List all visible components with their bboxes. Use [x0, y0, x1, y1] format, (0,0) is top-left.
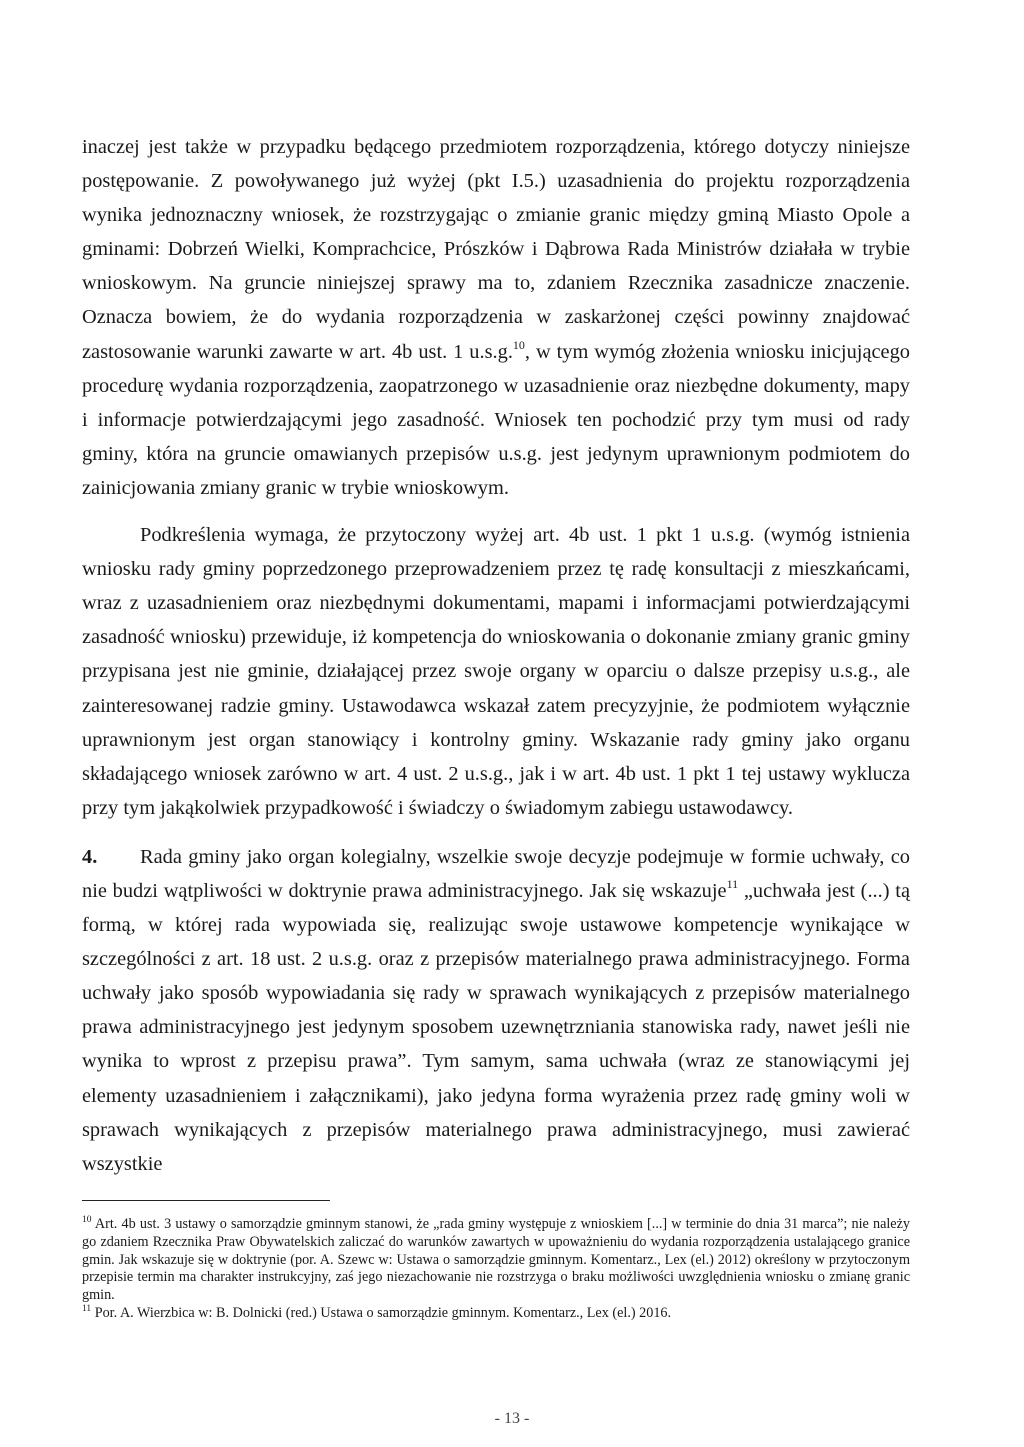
- paragraph-1-text-b: , w tym wymóg złożenia wniosku inicjującego procedurę wydania rozporządzenia, zaopatrzonego w uzasadnienie oraz niezbędne dokumenty, mapy i informacje potwierdzającymi jego zasadność. Wniosek ten pochodzić przy tym musi od rady gminy, która na gruncie omawianych przepisów u.s.g. jest jedynym uprawnionym podmiotem do zainicjowania zmiany granic w trybie wnioskowym.: [82, 340, 910, 499]
- paragraph-1-text-a: inaczej jest także w przypadku będącego przedmiotem rozporządzenia, którego dotyczy niniejsze postępowanie. Z powoływanego już wyżej (pkt I.5.) uzasadnienia do projektu rozporządzenia wynika jednoznaczny wniosek, że rozstrzygając o zmianie granic między gminą Miasto Opole a gminami: Dobrzeń Wielki, Komprachcice, Prószków i Dąbrowa Rada Ministrów działała w trybie wnioskowym. Na gruncie niniejszej sprawy ma to, zdaniem Rzecznika zasadnicze znaczenie. Oznacza bowiem, że do wydania rozporządzenia w zaskarżonej części powinny znajdować zastosowanie warunki zawarte w art. 4b ust. 1 u.s.g.: [82, 136, 910, 363]
- paragraph-3-text-a: Rada gminy jako organ kolegialny, wszelkie swoje decyzje podejmuje w formie uchwały, co nie budzi wątpliwości w doktrynie prawa administracyjnego. Jak się wskazuje: [82, 845, 910, 902]
- footnote-separator: [82, 1200, 330, 1201]
- footnote-number: 11: [82, 1303, 92, 1314]
- footnote-10: [82, 1216, 910, 1305]
- footnote-text: Art. 4b ust. 3 ustawy o samorządzie gminnym stanowi, że „rada gminy występuje z wnioskiem [...] w terminie do dnia 31 marca”; nie należy go zdaniem Rzecznika Praw Obywatelskich zaliczać do warunków zawartych w upoważnieniu do wydania rozporządzenia ustalającego granice gmin. Jak wskazuje się w doktrynie (por. A. Szewc w: Ustawa o samorządzie gminnym. Komentarz., Lex (el.) 2012) określony w przytoczonym przepisie termin ma charakter instrukcyjny, zaś jego niezachowanie nie rozstrzyga o braku możliwości uwzględnienia wniosku o zmianę granic gmin.: [82, 1216, 910, 1304]
- paragraph-3-text-b: „uchwała jest (...) tą formą, w której rada wypowiada się, realizując swoje ustawowe kompetencje wynikające w szczególności z art. 18 ust. 2 u.s.g. oraz z przepisów materialnego prawa administracyjnego. Forma uchwały jako sposób wypowiadania się rady w sprawach wynikających z przepisów materialnego prawa administracyjnego jest jedynym sposobem uzewnętrzniania stanowiska rady, nawet jeśli nie wynika to wprost z przepisu prawa”. Tym samym, sama uchwała (wraz ze stanowiącymi jej elementy uzasadnieniem i załącznikami), jako jedyna forma wyrażenia przez radę gminy woli w sprawach wynikających z przepisów materialnego prawa administracyjnego, musi zawierać wszystkie: [82, 879, 910, 1175]
- main-text: [82, 130, 910, 1181]
- footnote-ref-10: 10: [512, 337, 525, 352]
- section-number: 4.: [82, 845, 98, 868]
- paragraph-3: [82, 840, 910, 1181]
- paragraph-2: Podkreślenia wymaga, że przytoczony wyżej art. 4b ust. 1 pkt 1 u.s.g. (wymóg istnienia wniosku rady gminy poprzedzonego przeprowadzeniem przez tę radę konsultacji z mieszkańcami, wraz z uzasadnieniem oraz niezbędnymi dokumentami, mapami i informacjami potwierdzającymi zasadność wniosku) przewiduje, iż kompetencja do wnioskowania o dokonanie zmiany granic gminy przypisana jest nie gminie, działającej przez swoje organy w oparciu o dalsze przepisy u.s.g., ale zainteresowanej radzie gminy. Ustawodawca wskazał zatem precyzyjnie, że podmiotem wyłącznie uprawnionym jest organ stanowiący i kontrolny gminy. Wskazanie rady gminy jako organu składającego wniosek zarówno w art. 4 ust. 2 u.s.g., jak i w art. 4b ust. 1 pkt 1 tej ustawy wyklucza przy tym jakąkolwiek przypadkowość i świadczy o świadomym zabiegu ustawodawcy.: [82, 524, 910, 819]
- paragraph-1: [82, 130, 910, 505]
- footnote-number: 10: [82, 1215, 92, 1225]
- footnotes: [82, 1216, 910, 1323]
- footnote-text: Por. A. Wierzbica w: B. Dolnicki (red.) Ustawa o samorządzie gminnym. Komentarz., Lex (el.) 2016.: [91, 1304, 672, 1321]
- page-number: - 13 -: [494, 1410, 530, 1427]
- footnote-11: [82, 1305, 910, 1323]
- footnote-ref-11: 11: [726, 876, 739, 891]
